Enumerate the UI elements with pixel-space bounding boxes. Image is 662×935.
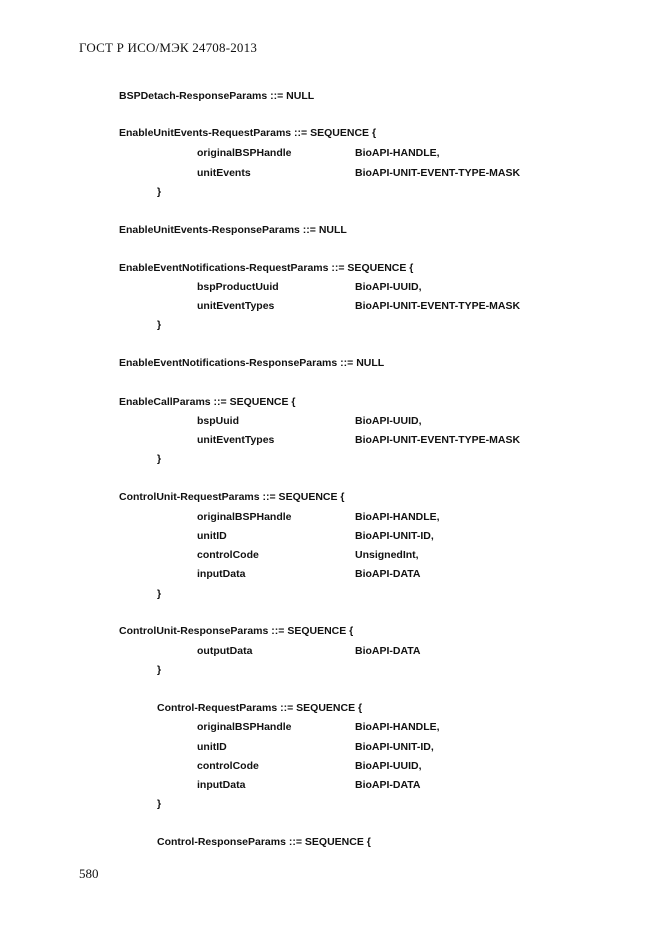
closing-brace: } xyxy=(157,186,162,198)
definition-line: EnableUnitEvents-RequestParams ::= SEQUENCE { xyxy=(119,127,377,139)
field-name: unitEventTypes xyxy=(197,300,275,312)
field-type: BioAPI-UNIT-EVENT-TYPE-MASK xyxy=(355,434,521,446)
page-number: 580 xyxy=(79,866,99,881)
definition-line: Control-RequestParams ::= SEQUENCE { xyxy=(157,702,363,714)
field-type: BioAPI-DATA xyxy=(355,645,421,657)
field-type: BioAPI-UUID, xyxy=(355,415,422,427)
field-name: unitID xyxy=(197,530,227,542)
field-name: bspUuid xyxy=(197,415,239,427)
field-type: BioAPI-DATA xyxy=(355,568,421,580)
field-name: outputData xyxy=(197,645,253,657)
definition-line: Control-ResponseParams ::= SEQUENCE { xyxy=(157,836,371,848)
field-type: BioAPI-UNIT-ID, xyxy=(355,530,434,542)
field-name: bspProductUuid xyxy=(197,281,279,293)
definition-line: ControlUnit-ResponseParams ::= SEQUENCE { xyxy=(119,625,354,637)
field-name: controlCode xyxy=(197,760,259,772)
field-name: unitEvents xyxy=(197,167,251,179)
closing-brace: } xyxy=(157,588,162,600)
closing-brace: } xyxy=(157,319,162,331)
definition-line: ControlUnit-RequestParams ::= SEQUENCE { xyxy=(119,491,345,503)
field-name: inputData xyxy=(197,568,246,580)
field-type: BioAPI-UNIT-EVENT-TYPE-MASK xyxy=(355,167,521,179)
definition-line: EnableEventNotifications-RequestParams ::= SEQUENCE { xyxy=(119,262,414,274)
field-type: BioAPI-HANDLE, xyxy=(355,721,440,733)
field-name: controlCode xyxy=(197,549,259,561)
field-type: BioAPI-UNIT-ID, xyxy=(355,741,434,753)
field-type: BioAPI-HANDLE, xyxy=(355,511,440,523)
field-name: originalBSPHandle xyxy=(197,147,292,159)
field-name: originalBSPHandle xyxy=(197,511,292,523)
field-type: BioAPI-DATA xyxy=(355,779,421,791)
closing-brace: } xyxy=(157,453,162,465)
closing-brace: } xyxy=(157,664,162,676)
definition-line: EnableEventNotifications-ResponseParams ::= NULL xyxy=(119,357,385,369)
definition-line: EnableCallParams ::= SEQUENCE { xyxy=(119,396,296,408)
page-header: ГОСТ Р ИСО/МЭК 24708-2013 xyxy=(79,40,258,55)
field-type: BioAPI-UNIT-EVENT-TYPE-MASK xyxy=(355,300,521,312)
field-type: BioAPI-UUID, xyxy=(355,760,422,772)
field-name: inputData xyxy=(197,779,246,791)
field-name: unitID xyxy=(197,741,227,753)
field-type: BioAPI-UUID, xyxy=(355,281,422,293)
field-name: unitEventTypes xyxy=(197,434,275,446)
definition-line: EnableUnitEvents-ResponseParams ::= NULL xyxy=(119,224,347,236)
definition-line: BSPDetach-ResponseParams ::= NULL xyxy=(119,90,315,102)
field-type: BioAPI-HANDLE, xyxy=(355,147,440,159)
field-name: originalBSPHandle xyxy=(197,721,292,733)
field-type: UnsignedInt, xyxy=(355,549,419,561)
closing-brace: } xyxy=(157,798,162,810)
